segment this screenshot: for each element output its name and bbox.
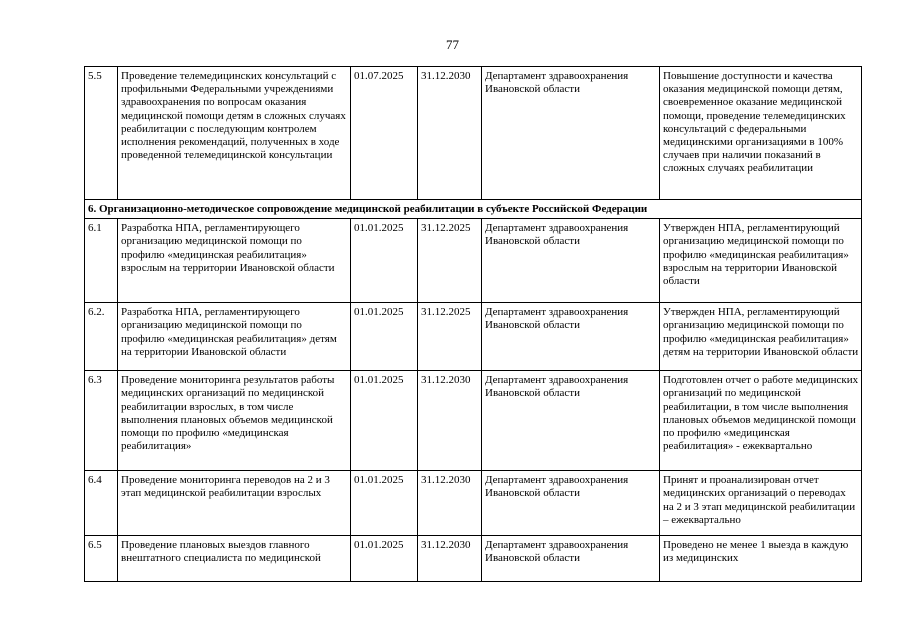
row-number-cell: 6.5: [85, 536, 118, 582]
row-number-cell: 6.4: [85, 471, 118, 536]
start-date-cell: 01.01.2025: [351, 371, 418, 471]
executor-cell: Департамент здравоохранения Ивановской области: [482, 371, 660, 471]
result-cell: Подготовлен отчет о работе медицинских организаций по медицинской реабилитации, в том числе выполнения плановых объемов медицинской помощи по профилю «медицинская реабилитация» - ежеквартально: [660, 371, 862, 471]
end-date-cell: 31.12.2030: [418, 371, 482, 471]
result-cell: Утвержден НПА, регламентирующий организацию медицинской помощи по профилю «медицинская реабилитация» детям на территории Ивановской области: [660, 303, 862, 371]
event-cell: Разработка НПА, регламентирующего организацию медицинской помощи по профилю «медицинская реабилитация» взрослым на территории Ивановской области: [118, 219, 351, 303]
row-number-cell: 5.5: [85, 67, 118, 200]
start-date-cell: 01.01.2025: [351, 471, 418, 536]
result-cell: Утвержден НПА, регламентирующий организацию медицинской помощи по профилю «медицинская реабилитация» взрослым на территории Ивановской области: [660, 219, 862, 303]
start-date-cell: 01.01.2025: [351, 303, 418, 371]
activity-plan-table: [84, 66, 862, 582]
start-date-cell: 01.01.2025: [351, 219, 418, 303]
table-row: [85, 536, 862, 582]
end-date-cell: 31.12.2030: [418, 67, 482, 200]
row-number-cell: 6.3: [85, 371, 118, 471]
executor-cell: Департамент здравоохранения Ивановской области: [482, 471, 660, 536]
event-cell: Проведение мониторинга переводов на 2 и 3 этап медицинской реабилитации взрослых: [118, 471, 351, 536]
event-cell: Разработка НПА, регламентирующего организацию медицинской помощи по профилю «медицинская реабилитация» детям на территории Ивановской области: [118, 303, 351, 371]
row-number-cell: 6.2.: [85, 303, 118, 371]
end-date-cell: 31.12.2030: [418, 471, 482, 536]
result-cell: Принят и проанализирован отчет медицинских организаций о переводах на 2 и 3 этап медицинской реабилитации – ежеквартально: [660, 471, 862, 536]
table-row: [85, 371, 862, 471]
end-date-cell: 31.12.2025: [418, 219, 482, 303]
executor-cell: Департамент здравоохранения Ивановской области: [482, 536, 660, 582]
event-cell: Проведение мониторинга результатов работы медицинских организаций по медицинской реабилитации взрослых, в том числе выполнения плановых объемов медицинской помощи по профилю «медицинская реабилитация»: [118, 371, 351, 471]
start-date-cell: 01.01.2025: [351, 536, 418, 582]
end-date-cell: 31.12.2025: [418, 303, 482, 371]
result-cell: Проведено не менее 1 выезда в каждую из медицинских: [660, 536, 862, 582]
row-number-cell: 6.1: [85, 219, 118, 303]
event-cell: Проведение плановых выездов главного внештатного специалиста по медицинской: [118, 536, 351, 582]
table-row: [85, 219, 862, 303]
page-number: 77: [446, 37, 459, 52]
executor-cell: Департамент здравоохранения Ивановской области: [482, 67, 660, 200]
result-cell: Повышение доступности и качества оказания медицинской помощи детям, своевременное оказание медицинской помощи, проведение телемедицинских консультаций с федеральными медицинскими организациями в 100% случаев при наличии показаний в сложных случаях реабилитации: [660, 67, 862, 200]
section-title: 6. Организационно-методическое сопровождение медицинской реабилитации в субъекте Российской Федерации: [85, 200, 862, 219]
table-row: [85, 303, 862, 371]
executor-cell: Департамент здравоохранения Ивановской области: [482, 219, 660, 303]
table-row: [85, 67, 862, 200]
event-cell: Проведение телемедицинских консультаций с профильными Федеральными учреждениями здравоохранения по вопросам оказания медицинской помощи детям в сложных случаях реабилитации с последующим контролем исполнения рекомендаций, полученных в ходе проведенной телемедицинской консультации: [118, 67, 351, 200]
end-date-cell: 31.12.2030: [418, 536, 482, 582]
section-header-row: [85, 200, 862, 219]
executor-cell: Департамент здравоохранения Ивановской области: [482, 303, 660, 371]
start-date-cell: 01.07.2025: [351, 67, 418, 200]
table-row: [85, 471, 862, 536]
